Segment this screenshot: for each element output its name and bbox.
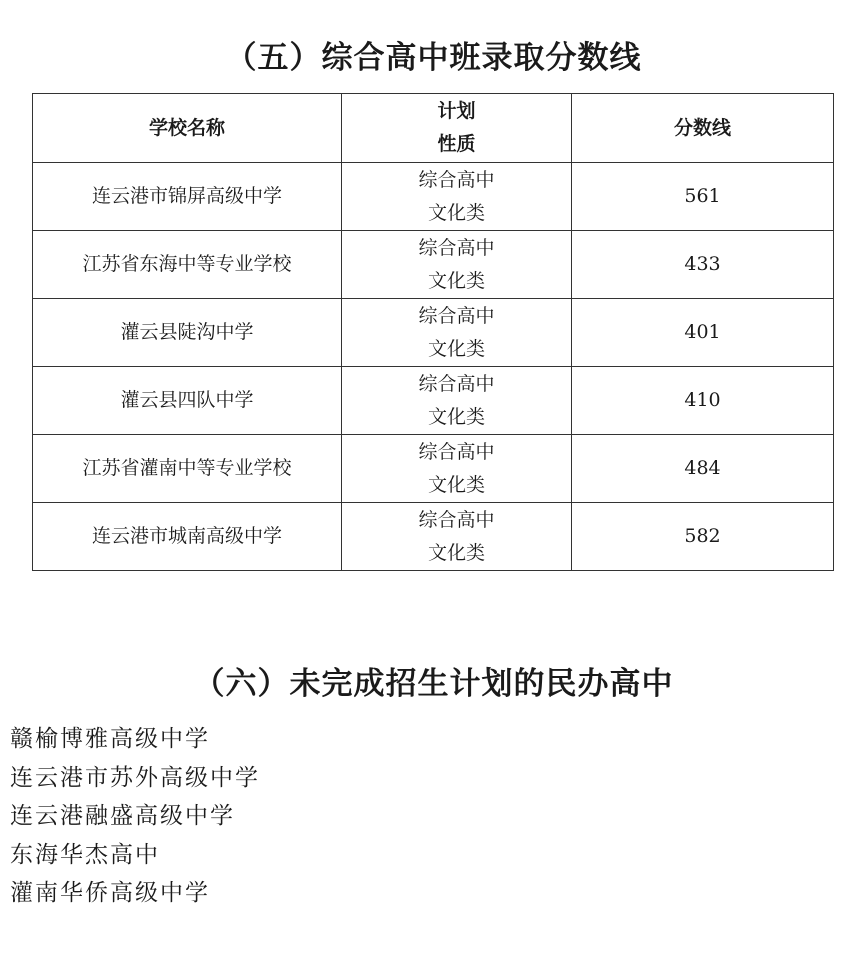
header-school-name: 学校名称	[33, 94, 342, 163]
table-row	[33, 299, 834, 367]
plan-nature-line2: 文化类	[427, 541, 485, 564]
plan-nature-line2: 文化类	[427, 473, 485, 496]
plan-nature-cell	[342, 231, 572, 299]
list-item: 连云港融盛高级中学	[10, 803, 235, 829]
school-name-cell: 江苏省东海中等专业学校	[33, 231, 342, 299]
school-name-cell: 江苏省灌南中等专业学校	[33, 435, 342, 503]
plan-nature-line1: 综合高中	[418, 304, 495, 327]
plan-nature-cell	[342, 503, 572, 571]
plan-nature-line1: 综合高中	[418, 372, 495, 395]
header-plan-nature	[342, 94, 572, 163]
plan-nature-line2: 文化类	[427, 201, 485, 224]
table-row	[33, 367, 834, 435]
score-cell: 484	[572, 435, 834, 503]
list-item: 东海华杰高中	[10, 841, 160, 868]
plan-nature-cell	[342, 299, 572, 367]
plan-nature-line1: 综合高中	[418, 236, 495, 259]
score-cell: 582	[572, 503, 834, 571]
school-name-cell: 连云港市城南高级中学	[33, 503, 342, 571]
plan-nature-cell	[342, 163, 572, 231]
table-header-row	[33, 94, 834, 163]
list-item: 灌南华侨高级中学	[10, 880, 210, 906]
plan-nature-line2: 文化类	[427, 405, 485, 428]
table-row	[33, 231, 834, 299]
school-name-cell: 连云港市锦屏高级中学	[33, 163, 342, 231]
table-row	[33, 163, 834, 231]
plan-nature-cell	[342, 435, 572, 503]
plan-nature-line1: 综合高中	[418, 440, 495, 463]
header-score: 分数线	[572, 94, 834, 163]
table-row	[33, 435, 834, 503]
list-item: 连云港市苏外高级中学	[10, 764, 260, 791]
admission-score-table	[32, 93, 834, 571]
score-cell: 410	[572, 367, 834, 435]
school-name-cell: 灌云县陡沟中学	[33, 299, 342, 367]
section-six-title: （六）未完成招生计划的民办高中	[193, 666, 674, 702]
private-school-list	[10, 720, 260, 913]
header-plan-line1: 计划	[437, 100, 476, 122]
score-cell: 433	[572, 231, 834, 299]
list-item: 赣榆博雅高级中学	[10, 726, 210, 752]
plan-nature-line2: 文化类	[427, 269, 485, 292]
section-five-title: （五）综合高中班录取分数线	[225, 40, 642, 76]
plan-nature-line2: 文化类	[427, 337, 485, 360]
plan-nature-cell	[342, 367, 572, 435]
school-name-cell: 灌云县四队中学	[33, 367, 342, 435]
score-cell: 401	[572, 299, 834, 367]
score-cell: 561	[572, 163, 834, 231]
plan-nature-line1: 综合高中	[418, 168, 495, 191]
plan-nature-line1: 综合高中	[418, 508, 495, 531]
table-row	[33, 503, 834, 571]
header-plan-line2: 性质	[437, 133, 476, 155]
